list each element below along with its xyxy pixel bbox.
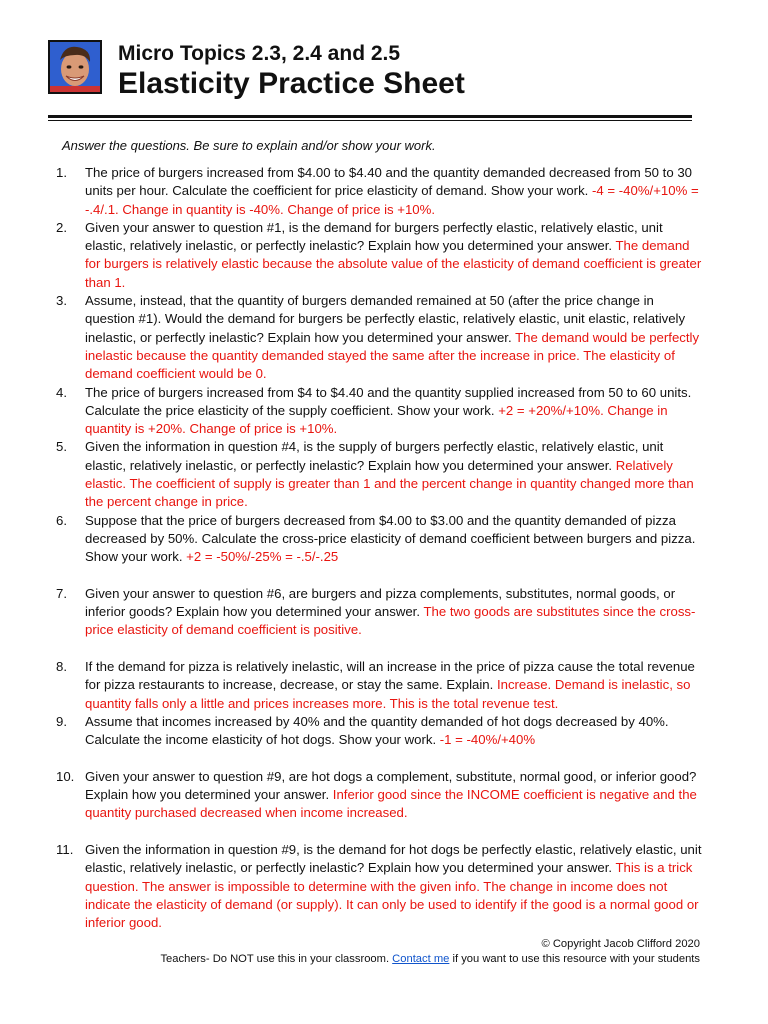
answer-text: The demand would be perfectly inelastic because the quantity demanded stayed the same after the increase in price. The elasticity of demand coefficient would be 0. (85, 329, 700, 382)
author-photo (48, 40, 102, 94)
question-text: The price of burgers increased from $4 to $4.40 and the quantity supplied increased from 50 to 60 units. Calculate the price elasticity of the supply coefficient. Show your work. (85, 384, 692, 418)
answer-text: This is a trick question. The answer is impossible to determine with the given info. The change in income does not indicate the elasticity of demand (or supply). It can only be used to identify if the good is a normal good or inferior good. (85, 860, 699, 931)
question-item (56, 219, 704, 292)
answer-text: Relatively elastic. The coefficient of supply is greater than 1 and the percent change in quantity changed more than the percent change in price. (85, 457, 694, 510)
question-number: 8. (56, 659, 67, 675)
question-text: Given the information in question #9, is the demand for hot dogs be perfectly elastic, relatively elastic, unit elastic, relatively inelastic, or perfectly inelastic? Explain how you determined your answer. (85, 841, 702, 876)
question-item (56, 713, 704, 750)
question-text: Given your answer to question #1, is the demand for burgers perfectly elastic, relatively elastic, unit elastic, relatively inelastic, or perfectly inelastic? Explain how you determined your answer. (85, 219, 663, 254)
question-item (56, 438, 704, 511)
answer-text: -1 = -40%/+40% (439, 732, 536, 748)
question-text: Given your answer to question #9, are hot dogs a complement, substitute, normal good, or inferior good? Explain how you determined your answer. (85, 768, 697, 803)
question-number: 6. (56, 512, 67, 528)
page-footer (160, 937, 700, 967)
question-text: If the demand for pizza is relatively inelastic, will an increase in the price of pizza cause the total revenue for pizza restaurants to increase, decrease, or stay the same. Explain. (85, 659, 695, 693)
instructions: Answer the questions. Be sure to explain and/or show your work. (62, 138, 436, 153)
page-subtitle: Micro Topics 2.3, 2.4 and 2.5 (118, 42, 401, 65)
contact-link[interactable]: Contact me (392, 953, 450, 965)
question-item (56, 512, 704, 567)
page-header (48, 40, 692, 120)
question-text: The price of burgers increased from $4.00 to $4.40 and the quantity demanded decreased from 50 to 30 units per hour. Calculate the coefficient for price elasticity of demand. Show your work. (85, 165, 693, 199)
answer-text: +2 = +20%/+10%. Change in quantity is +20%. Change of price is +10%. (85, 402, 668, 437)
answer-text: +2 = -50%/-25% = -.5/-.25 (186, 549, 339, 565)
question-item (56, 658, 704, 713)
notice-text-after: if you want to use this resource with your students (452, 953, 700, 965)
question-item (56, 768, 704, 823)
question-number: 11. (56, 841, 74, 857)
question-number: 4. (56, 384, 67, 400)
header-divider-thin (48, 120, 692, 121)
question-list (56, 164, 704, 932)
notice-text-before: Teachers- Do NOT use this in your classroom. (160, 953, 390, 965)
header-divider (48, 115, 692, 118)
answer-text: Inferior good since the INCOME coefficient is negative and the quantity purchased decreased when income increased. (85, 787, 697, 821)
copyright-notice: © Copyright Jacob Clifford 2020 (541, 938, 700, 950)
question-number: 7. (56, 585, 67, 601)
question-text: Given the information in question #4, is the supply of burgers perfectly elastic, relatively elastic, unit elastic, relatively inelastic, or perfectly inelastic? Explain how you determined your answer. (85, 439, 664, 473)
question-item (56, 384, 704, 439)
question-item (56, 841, 704, 932)
question-text: Suppose that the price of burgers decreased from $4.00 to $3.00 and the quantity demanded of pizza decreased by 50%. Calculate the cross-price elasticity of demand coefficient between burgers and pizza. Show your work. (85, 512, 696, 565)
question-number: 5. (56, 439, 67, 455)
question-item (56, 164, 704, 219)
question-item (56, 585, 704, 640)
question-number: 2. (56, 219, 67, 235)
question-number: 9. (56, 713, 67, 729)
question-number: 3. (56, 293, 67, 309)
teacher-notice (160, 952, 700, 967)
answer-text: Increase. Demand is inelastic, so quantity falls only a little and prices increases more. This is the total revenue test. (85, 677, 691, 711)
answer-text: The demand for burgers is relatively elastic because the absolute value of the elasticity of demand coefficient is greater than 1. (85, 238, 702, 290)
question-text: Assume, instead, that the quantity of burgers demanded remained at 50 (after the price change in question #1). Would the demand for burgers be perfectly elastic, relatively elastic, unit elastic, relatively inelastic, or perfectly inelastic? Explain how you determined your answer. (85, 293, 686, 345)
answer-text: The two goods are substitutes since the cross-price elasticity of demand coefficient is positive. (85, 604, 696, 638)
question-number: 10. (56, 768, 75, 784)
question-text: Given your answer to question #6, are burgers and pizza complements, substitutes, normal goods, or inferior goods? Explain how you determined your answer. (85, 585, 676, 620)
page-title: Elasticity Practice Sheet (118, 67, 465, 100)
question-text: Assume that incomes increased by 40% and the quantity demanded of hot dogs decreased by 40%. Calculate the income elasticity of hot dogs. Show your work. (85, 713, 669, 748)
question-item (56, 292, 704, 383)
question-number: 1. (56, 165, 67, 180)
answer-text: -4 = -40%/+10% = -.4/.1. Change in quantity is -40%. Change of price is +10%. (85, 183, 699, 217)
